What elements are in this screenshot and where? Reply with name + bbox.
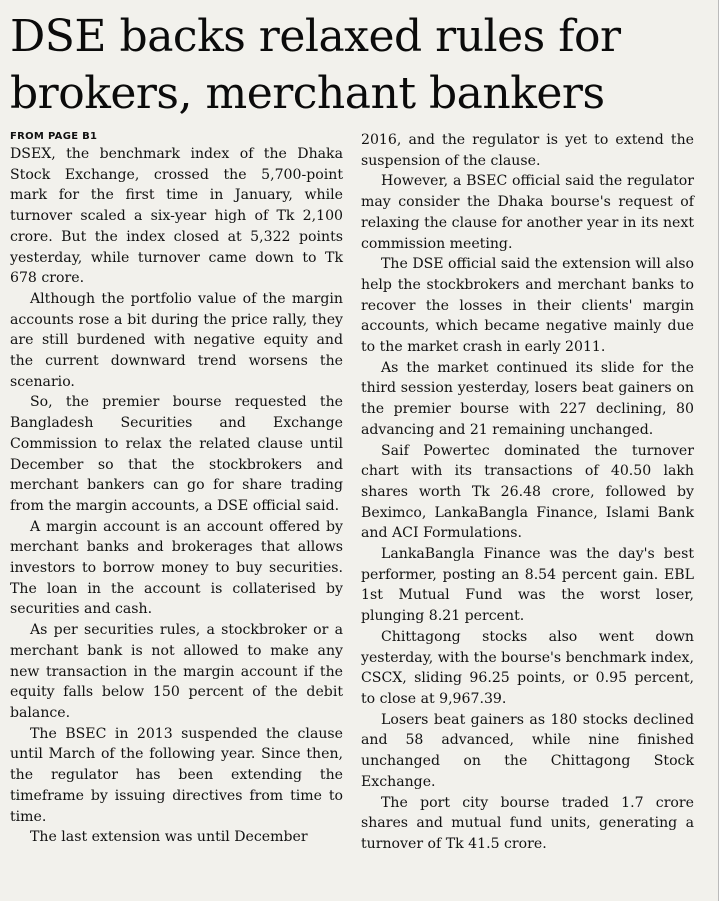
paragraph: The BSEC in 2013 suspended the clause until March of the following year. Since then, the regulator has been extending the timeframe by issuing directives from time to time. — [10, 725, 343, 825]
paragraph: As per securities rules, a stockbroker or a merchant bank is not allowed to make any new transaction in the margin account if the equity falls below 150 percent of the debit balance. — [10, 622, 343, 721]
paragraph: Losers beat gainers as 180 stocks declined and 58 advanced, while nine finished unchanged on the Chittagong Stock Exchange. — [361, 711, 694, 790]
paragraph: A margin account is an account offered by merchant banks and brokerages that allows investors to borrow money to buy securities. The loan in the account is collaterised by securities and cash. — [10, 518, 343, 618]
paragraph: The DSE official said the extension will also help the stockbrokers and merchant banks to recover the losses in their clients' margin accounts, which became negative mainly due to the market crash in early 2011. — [361, 256, 694, 356]
column-right — [361, 130, 694, 855]
paragraph: Although the portfolio value of the margin accounts rose a bit during the price rally, they are still burdened with negative equity and the current downward trend worsens the scenario. — [10, 290, 343, 390]
paragraph: DSEX, the benchmark index of the Dhaka Stock Exchange, crossed the 5,700-point mark for the first time in January, while turnover scaled a six-year high of Tk 2,100 crore. But the index closed at 5,322 points yesterday, while turnover came down to Tk 678 crore. — [10, 146, 343, 287]
paragraph: Chittagong stocks also went down yesterday, with the bourse's benchmark index, CSCX, sliding 96.25 points, or 0.95 percent, to close at 9,967.39. — [361, 628, 694, 707]
paragraph: The port city bourse traded 1.7 crore shares and mutual fund units, generating a turnover of Tk 41.5 crore. — [361, 794, 694, 852]
paragraph: 2016, and the regulator is yet to extend the suspension of the clause. — [361, 132, 694, 169]
paragraph: The last extension was until December — [30, 829, 308, 846]
paragraph: Saif Powertec dominated the turnover chart with its transactions of 40.50 lakh shares worth Tk 26.48 crore, followed by Beximco, LankaBangla Finance, Islami Bank and ACI Formulations. — [361, 442, 694, 542]
article-body — [10, 130, 694, 855]
paragraph: As the market continued its slide for the third session yesterday, losers beat gainers on the premier bourse with 227 declining, 80 advancing and 21 remaining unchanged. — [361, 359, 694, 438]
column-left — [10, 130, 343, 855]
headline: DSE backs relaxed rules for brokers, merchant bankers — [10, 11, 621, 119]
continuation-kicker: FROM PAGE B1 — [10, 131, 98, 142]
paragraph: However, a BSEC official said the regulator may consider the Dhaka bourse's request of relaxing the clause for another year in its next commission meeting. — [361, 173, 694, 252]
paragraph: So, the premier bourse requested the Bangladesh Securities and Exchange Commission to relax the related clause until December so that the stockbrokers and merchant bankers can go for share trading from the margin accounts, a DSE official said. — [10, 394, 343, 514]
paragraph: LankaBangla Finance was the day's best performer, posting an 8.54 percent gain. EBL 1st Mutual Fund was the worst loser, plunging 8.21 percent. — [361, 546, 694, 625]
